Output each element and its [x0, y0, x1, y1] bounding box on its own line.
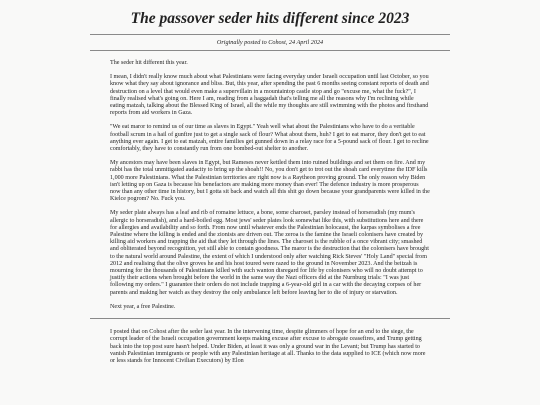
- article-body-continued: [110, 329, 430, 365]
- top-divider: [90, 34, 450, 35]
- paragraph: Next year, a free Palestine.: [110, 303, 176, 310]
- paragraph: "We eat maror to remind us of our time as slaves in Egypt." Yeah well what about the Palestinians who have to do a veritable football scrum in a hail of gunfire just to get a single sack of flour? What about them, huh? I get to eat maror, they don't get to eat anything ever again. I get to eat matzah, entire families get gunned down in a relay race for a 5-pound sack of flour. I get to recline comfortably, they have to constantly run from one bombed-out shelter to another.: [110, 124, 429, 153]
- paragraph: My ancestors may have been slaves in Egypt, but Rameses never kettled them into ruined buildings and set them on fire. And my rabbi has the total unmitigated audacity to bring up the shoah!! No, you don't get to trot out the shoah card everytime the IDF kills 1,000 more Palestinians. What the Palestinian territories are right now is a Raytheon proving ground. The only reason why Biden isn't letting up on Gaza is because his benefactors are making more money than ever! The defence industry is more prosperous now than any other time in history, but I gotta sit back and watch all this shit go down because your grandparents were killed in the Kielce pogrom? No. Fuck you.: [110, 160, 430, 203]
- post-meta: Originally posted to Cohost, 24 April 2024: [216, 39, 324, 46]
- paragraph: I posted that on Cohost after the seder last year. In the intervening time, despite glimmers of hope for an end to the siege, the corrupt leader of the Israeli occupation government keeps making excuse after excuse to abrogate ceasefires, and Trump getting back into the top post sure hasn't helped. Under Biden, at least it was only a ground war in the Levant; but Trump has started to vanish Palestinian immigrants or people with any Palestinian heritage at all. Thanks to the data supplied to ICE (which now more or less stands for Innocent Civilian Executors) by Elon: [110, 329, 426, 364]
- meta-divider: [90, 50, 450, 51]
- section-divider: [90, 318, 450, 319]
- paragraph: My seder plate always has a leaf and rib of romaine lettuce, a bone, some charoset, parsley instead of horseradish (my mum's allergic to horseradish), and a hard-boiled egg. Most jews' seder plates look somewhat like this, with substitutions here and there for allergies and availability and so forth. From now until whatever ends the Palestinian holocaust, the karpas symbolises a free Palestine where the killing is ended and the zionists are driven out. The zeroa is the famine the Israeli colonisers have created by killing aid workers and trapping the aid that they let through the lines. The charoset is the rubble of a once vibrant city; smashed and obliterated beyond recognition, yet still able to contain goodness. The maror is the destruction that the colonisers have brought to the natural world around Palestine, the extent of which I understood only after watching Rick Steves' "Holy Land" special from 2012 and realising that the olive groves he and his host toured were razed to the ground in November 2023. And the beitzah is mourning for the thousands of Palestinians killed with such wanton disregard for life by colonisers who will no doubt attempt to justify their actions when brought before the world in the same way the Nazi officers did at the Nurnburg trials: "I was just following my orders." I guarantee their orders do not include trapping a 6-year-old girl in a car with the decaying corpses of her parents and making her watch as they destroy the only ambulance left before leaving her to die of injury or starvation.: [110, 210, 429, 296]
- page-title: The passover seder hits different since 2023: [130, 10, 410, 27]
- article-body: [110, 60, 430, 311]
- paragraph: The seder hit different this year.: [110, 60, 188, 66]
- paragraph: I mean, I didn't really know much about what Palestinians were facing everyday under Israeli occupation until last October, so you know what they say about ignorance and bliss. But, this year, after spending the past 6 months seeing constant reports of death and destruction on a level that would even make a supervillain in a mountaintop castle stop and go "excuse me, what the fuck?", I finally realised what's going on. Here I am, reading from a haggadah that's telling me all the reasons why I'm reclining while eating matzah, talking about the Blessed King of Israel, all the while my thoughts are still swimming with the photos and firsthand reports from aid workers in Gaza.: [110, 74, 429, 117]
